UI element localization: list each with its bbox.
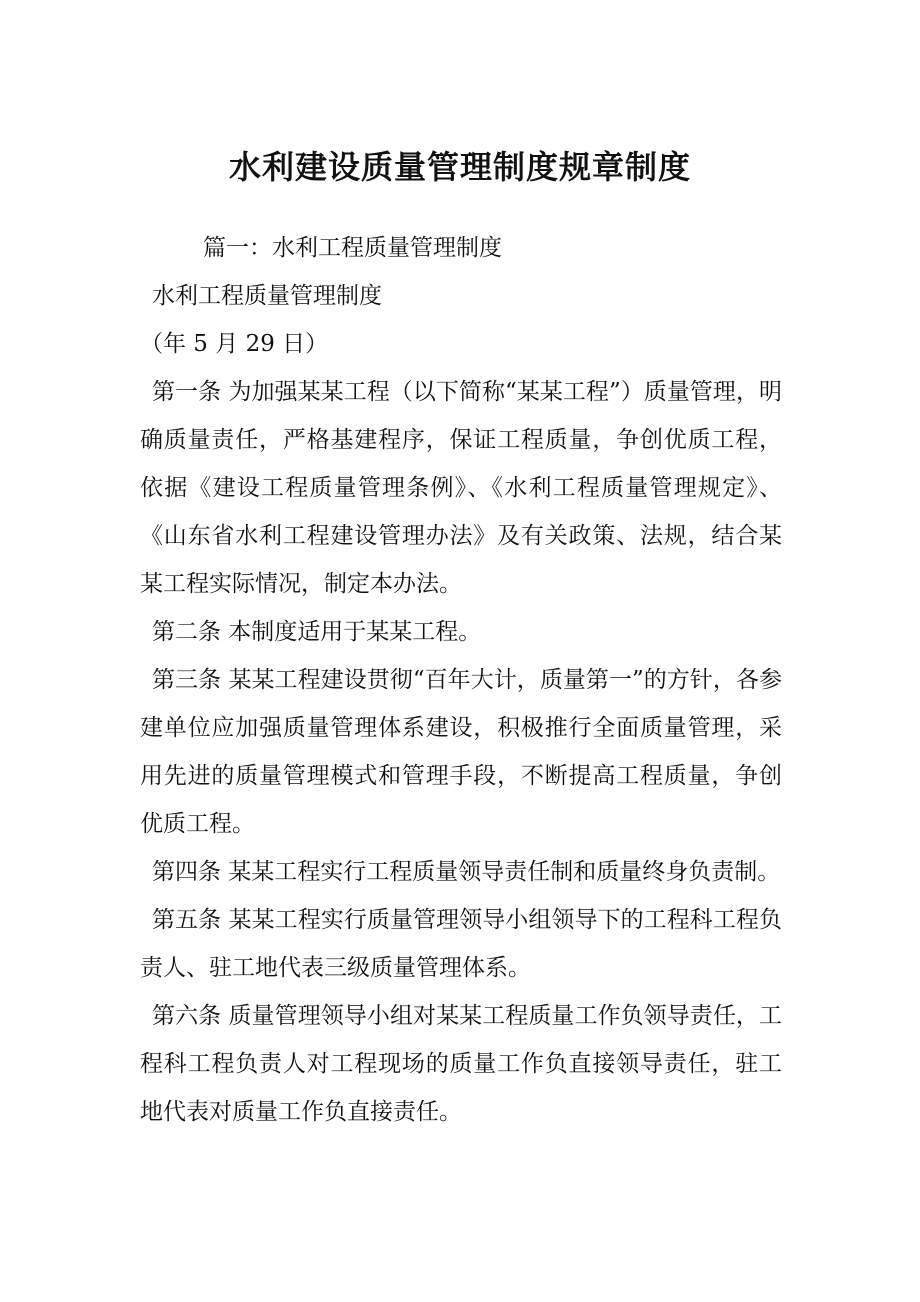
document-date: （年 5 月 29 日） [140, 331, 329, 357]
article-3: 第三条 某某工程建设贯彻“百年大计，质量第一”的方针，各参建单位应加强质量管理体系建设，积极推行全面质量管理，采用先进的质量管理模式和管理手段，不断提高工程质量，争创优质工程。 [140, 667, 782, 837]
document-title: 水利建设质量管理制度规章制度 [228, 148, 691, 186]
document-body [140, 224, 782, 1136]
chapter-heading: 篇一：水利工程质量管理制度 [203, 235, 502, 261]
article-2: 第二条 本制度适用于某某工程。 [152, 619, 482, 645]
article-4: 第四条 某某工程实行工程质量领导责任制和质量终身负责制。 [152, 859, 781, 885]
article-6: 第六条 质量管理领导小组对某某工程质量工作负领导责任，工程科工程负责人对工程现场的质量工作负直接领导责任，驻工地代表对质量工作负直接责任。 [140, 1003, 782, 1125]
article-5: 第五条 某某工程实行质量管理领导小组领导下的工程科工程负责人、驻工地代表三级质量管理体系。 [140, 907, 782, 981]
section-subtitle: 水利工程质量管理制度 [152, 283, 382, 309]
article-1: 第一条 为加强某某工程（以下简称“某某工程”）质量管理，明确质量责任，严格基建程序，保证工程质量，争创优质工程，依据《建设工程质量管理条例》、《水利工程质量管理规定》、《山东省水利工程建设管理办法》及有关政策、法规，结合某某工程实际情况，制定本办法。 [140, 379, 782, 597]
